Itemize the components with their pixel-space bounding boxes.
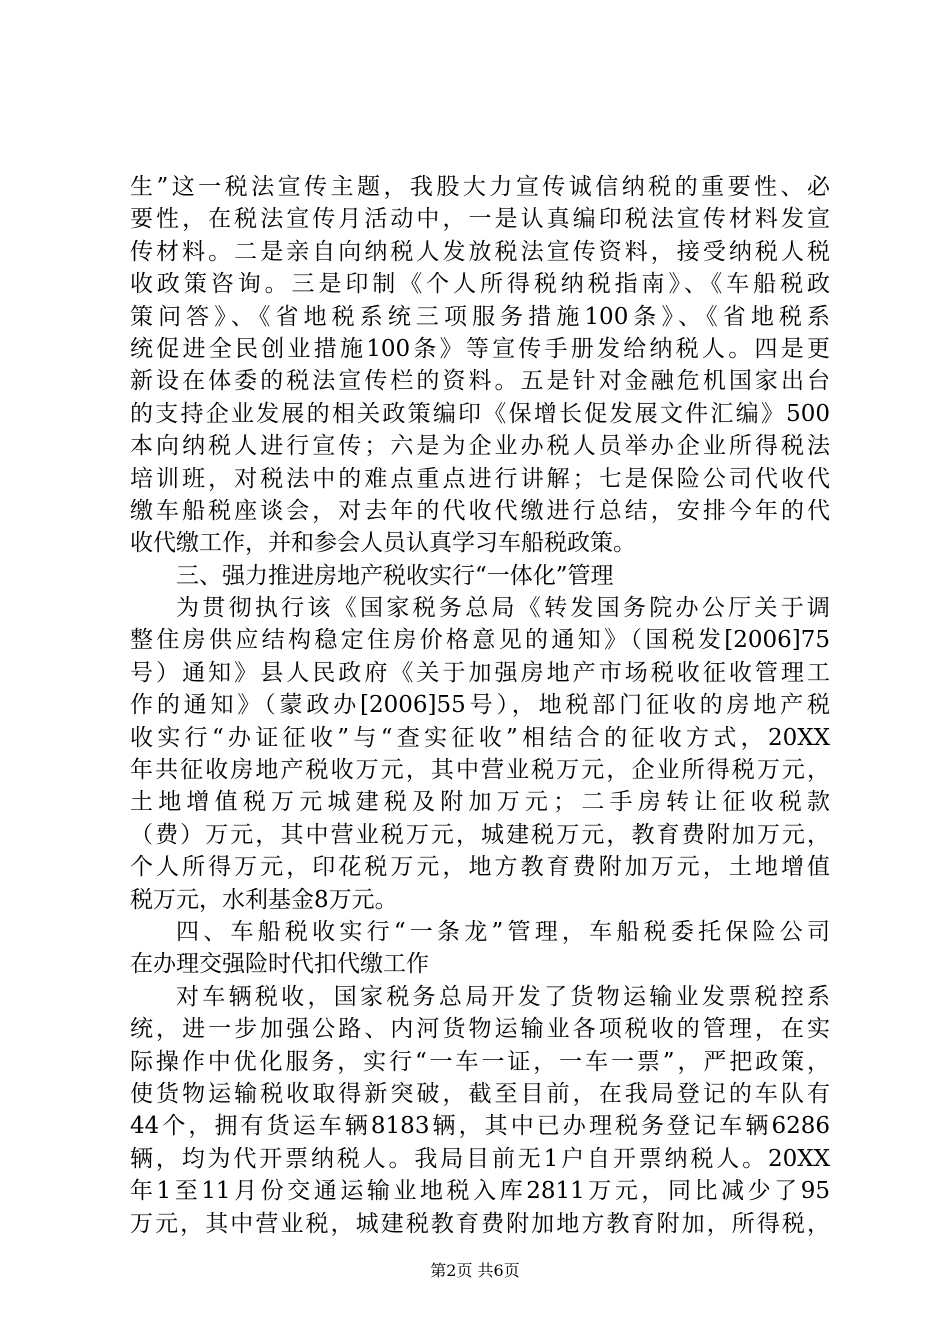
text-line: 个人所得万元，印花税万元，地方教育费附加万元，土地增值 [130,854,830,881]
text-line: 要性，在税法宣传月活动中，一是认真编印税法宣传材料发宣 [130,206,830,233]
text-line: 收政策咨询。三是印制《个人所得税纳税指南》、《车船税政 [130,271,830,298]
text-line: 统，进一步加强公路、内河货物运输业各项税收的管理，在实 [130,1016,830,1043]
text-line: 年共征收房地产税收万元，其中营业税万元，企业所得税万元， [130,757,830,784]
text-line: 生”这一税法宣传主题，我股大力宣传诚信纳税的重要性、必 [130,174,830,200]
text-line: 缴车船税座谈会，对去年的代收代缴进行总结，安排今年的代 [130,497,830,524]
text-line: 统促进全民创业措施100条》等宣传手册发给纳税人。四是更 [130,335,830,362]
text-line: 为贯彻执行该《国家税务总局《转发国务院办公厅关于调 [176,595,830,622]
text-line: 税万元，水利基金8万元。 [130,886,398,913]
text-line: 44个，拥有货运车辆8183辆，其中已办理税务登记车辆6286 [130,1113,830,1140]
text-line: 作的通知》（蒙政办[2006]55号），地税部门征收的房地产税 [130,692,830,719]
text-line: （费）万元，其中营业税万元，城建税万元，教育费附加万元， [130,821,830,848]
text-line: 新设在体委的税法宣传栏的资料。五是针对金融危机国家出台 [130,368,830,395]
text-line: 年1至11月份交通运输业地税入库2811万元，同比减少了95 [130,1178,830,1205]
text-line: 整住房供应结构稳定住房价格意见的通知》（国税发[2006]75 [130,627,830,654]
text-line: 在办理交强险时代扣代缴工作 [130,951,429,978]
text-line: 培训班，对税法中的难点重点进行讲解；七是保险公司代收代 [130,465,830,492]
text-line: 际操作中优化服务，实行“一车一证，一车一票”，严把政策， [130,1048,830,1075]
text-line: 四、车船税收实行“一条龙”管理，车船税委托保险公司 [176,918,830,945]
text-line: 辆，均为代开票纳税人。我局目前无1户自开票纳税人。20XX [130,1145,830,1172]
text-line: 的支持企业发展的相关政策编印《保增长促发展文件汇编》500 [130,400,830,427]
text-line: 策问答》、《省地税系统三项服务措施100条》、《省地税系 [130,303,830,330]
text-line: 本向纳税人进行宣传；六是为企业办税人员举办企业所得税法 [130,433,830,460]
text-line: 传材料。二是亲自向纳税人发放税法宣传资料，接受纳税人税 [130,238,830,265]
text-line: 万元，其中营业税，城建税教育费附加地方教育附加，所得税， [130,1210,830,1237]
document-body [130,171,830,1240]
text-line: 收代缴工作，并和参会人员认真学习车船税政策。 [130,530,636,557]
text-line: 使货物运输税收取得新突破，截至目前，在我局登记的车队有 [130,1080,830,1107]
text-line: 土地增值税万元城建税及附加万元；二手房转让征收税款 [130,789,830,816]
page-footer: 第2页 共6页 [430,1261,520,1280]
text-line: 对车辆税收，国家税务总局开发了货物运输业发票税控系 [176,983,830,1010]
text-line: 号）通知》县人民政府《关于加强房地产市场税收征收管理工 [130,659,830,686]
text-line: 收实行“办证征收”与“查实征收”相结合的征收方式，20XX [130,724,830,751]
text-line: 三、强力推进房地产税收实行“一体化”管理 [176,562,614,589]
